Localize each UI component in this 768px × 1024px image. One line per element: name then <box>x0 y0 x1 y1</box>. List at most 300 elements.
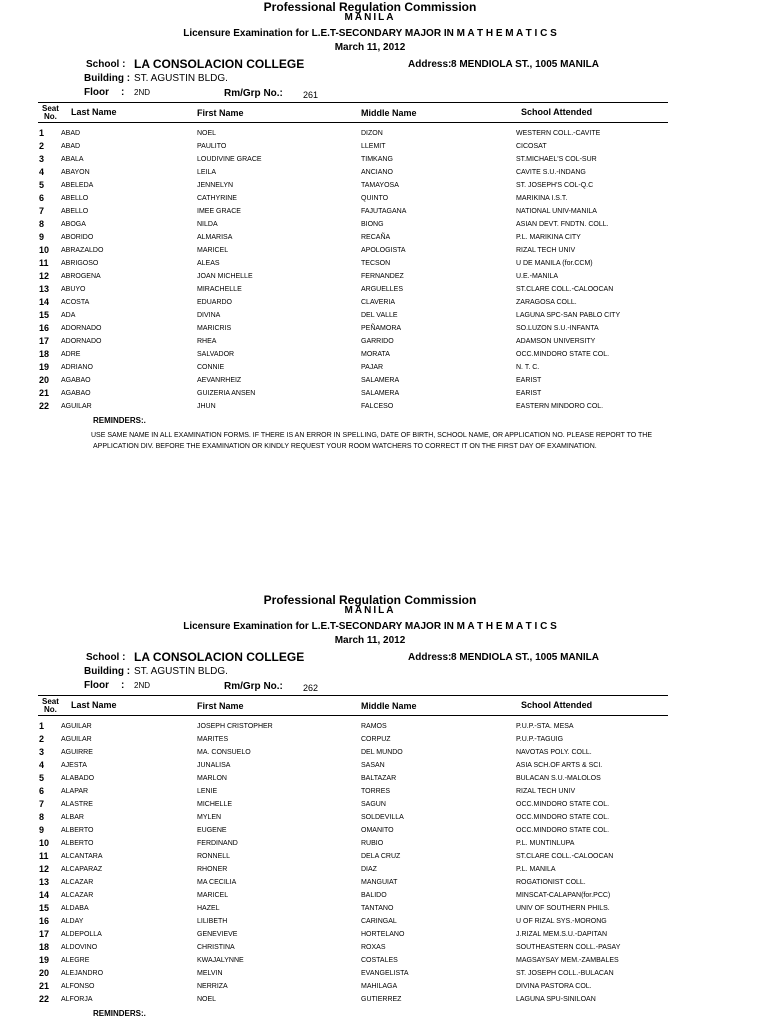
seat-number: 8 <box>39 219 45 229</box>
table-row <box>0 905 768 918</box>
room-label: Rm/Grp No.: <box>224 88 283 99</box>
school-attended-cell: LAGUNA SPU-SINILOAN <box>516 996 596 1003</box>
middle-name-cell: DEL MUNDO <box>361 749 403 756</box>
school-label: School : <box>86 652 126 663</box>
table-row <box>0 234 768 247</box>
seat-number: 20 <box>39 968 50 978</box>
middle-name-cell: TANTANO <box>361 905 394 912</box>
school-attended-cell: U.E.-MANILA <box>516 273 559 280</box>
school-attended-cell: J.RIZAL MEM.S.U.-DAPITAN <box>516 931 608 938</box>
school-attended-cell: OCC.MINDORO STATE COL. <box>516 827 610 834</box>
header-rule-bottom <box>38 715 668 716</box>
middle-name-cell: COSTALES <box>361 957 398 964</box>
last-name-cell: ABELEDA <box>61 182 94 189</box>
first-name-cell: MICHELLE <box>197 801 233 808</box>
school-attended-cell: NATIONAL UNIV-MANILA <box>516 208 597 215</box>
middle-name-cell: SAGUN <box>361 801 386 808</box>
middle-name-cell: LLEMIT <box>361 143 386 150</box>
reminders-label: REMINDERS:. <box>93 1009 146 1018</box>
table-row <box>0 221 768 234</box>
col-first-name: First Name <box>197 701 244 711</box>
table-row <box>0 195 768 208</box>
first-name-cell: CATHYRINE <box>197 195 237 202</box>
floor-value: 2ND <box>134 88 151 97</box>
middle-name-cell: TORRES <box>361 788 391 795</box>
seat-number: 13 <box>39 284 50 294</box>
table-row <box>0 260 768 273</box>
last-name-cell: AGABAO <box>61 390 91 397</box>
seat-number: 21 <box>39 981 50 991</box>
first-name-cell: DIVINA <box>197 312 221 319</box>
table-row <box>0 156 768 169</box>
col-seat: Seat <box>42 104 59 113</box>
first-name-cell: SALVADOR <box>197 351 235 358</box>
school-name: LA CONSOLACION COLLEGE <box>134 650 305 664</box>
school-attended-cell: ST.CLARE COLL.-CALOOCAN <box>516 286 614 293</box>
last-name-cell: ALEJANDRO <box>61 970 104 977</box>
last-name-cell: ALFONSO <box>61 983 95 990</box>
table-row <box>0 247 768 260</box>
school-attended-cell: U DE MANILA (for.CCM) <box>516 260 593 267</box>
last-name-cell: ALBAR <box>61 814 84 821</box>
floor-colon: : <box>121 680 125 691</box>
table-row <box>0 130 768 143</box>
reminders-line-2: APPLICATION DIV. BEFORE THE EXAMINATION OR KINDLY REQUEST YOUR ROOM WATCHERS TO CORRECT IT ON THE FIRST DAY OF EXAMINATION. <box>93 443 597 450</box>
first-name-cell: MARICEL <box>197 892 229 899</box>
first-name-cell: KWAJALYNNE <box>197 957 244 964</box>
last-name-cell: ALBERTO <box>61 840 94 847</box>
school-attended-cell: EARIST <box>516 390 542 397</box>
last-name-cell: ABAYON <box>61 169 90 176</box>
table-row <box>0 736 768 749</box>
last-name-cell: AGUILAR <box>61 736 92 743</box>
last-name-cell: ABAD <box>61 143 81 150</box>
first-name-cell: CONNIE <box>197 364 225 371</box>
table-row <box>0 840 768 853</box>
first-name-cell: GUIZERIA ANSEN <box>197 390 256 397</box>
floor-label: Floor <box>84 680 109 691</box>
first-name-cell: EUGENE <box>197 827 227 834</box>
first-name-cell: NILDA <box>197 221 218 228</box>
first-name-cell: HAZEL <box>197 905 220 912</box>
middle-name-cell: QUINTO <box>361 195 389 202</box>
reminders-line-1: USE SAME NAME IN ALL EXAMINATION FORMS. IF THERE IS AN ERROR IN SPELLING, DATE OF BIRTH, SCHOOL NAME, OR APPLICATION NO. PLEASE REPORT TO THE <box>91 432 653 439</box>
table-row <box>0 879 768 892</box>
address-value: 8 MENDIOLA ST., 1005 MANILA <box>451 59 599 70</box>
col-school-attended: School Attended <box>521 700 593 710</box>
school-attended-cell: ASIA SCH.OF ARTS & SCI. <box>516 762 603 769</box>
table-row <box>0 390 768 403</box>
floor-label: Floor <box>84 87 109 98</box>
middle-name-cell: TIMKANG <box>361 156 393 163</box>
room-value: 261 <box>303 90 319 100</box>
last-name-cell: ALCANTARA <box>61 853 103 860</box>
last-name-cell: AGUILAR <box>61 403 92 410</box>
exam-title: Licensure Examination for L.E.T-SECONDARY MAJOR IN M A T H E M A T I C S <box>183 28 557 39</box>
school-attended-cell: BULACAN S.U.-MALOLOS <box>516 775 601 782</box>
col-middle-name: Middle Name <box>361 108 417 118</box>
school-attended-cell: CICOSAT <box>516 143 547 150</box>
school-attended-cell: OCC.MINDORO STATE COL. <box>516 814 610 821</box>
seat-number: 2 <box>39 734 45 744</box>
seat-number: 3 <box>39 747 45 757</box>
school-attended-cell: ST.CLARE COLL.-CALOOCAN <box>516 853 614 860</box>
building-value: ST. AGUSTIN BLDG. <box>134 73 228 84</box>
last-name-cell: ALCAZAR <box>61 892 94 899</box>
col-first-name: First Name <box>197 108 244 118</box>
table-row <box>0 208 768 221</box>
middle-name-cell: EVANGELISTA <box>361 970 409 977</box>
seat-number: 17 <box>39 929 50 939</box>
school-label: School : <box>86 59 126 70</box>
last-name-cell: ALEGRE <box>61 957 90 964</box>
last-name-cell: AGUIRRE <box>61 749 93 756</box>
middle-name-cell: FALCESO <box>361 403 394 410</box>
seat-number: 9 <box>39 232 45 242</box>
last-name-cell: ALBERTO <box>61 827 94 834</box>
col-seat-no: No. <box>44 705 57 714</box>
seat-number: 12 <box>39 271 50 281</box>
header-rule-bottom <box>38 122 668 123</box>
last-name-cell: ABORIDO <box>61 234 94 241</box>
school-attended-cell: ST. JOSEPH'S COL-Q.C <box>516 182 594 189</box>
address-value: 8 MENDIOLA ST., 1005 MANILA <box>451 652 599 663</box>
middle-name-cell: PEÑAMORA <box>361 325 402 332</box>
middle-name-cell: BALTAZAR <box>361 775 397 782</box>
last-name-cell: ALASTRE <box>61 801 93 808</box>
first-name-cell: ALEAS <box>197 260 220 267</box>
middle-name-cell: BIONG <box>361 221 384 228</box>
last-name-cell: ABALA <box>61 156 84 163</box>
first-name-cell: GENEVIEVE <box>197 931 238 938</box>
table-row <box>0 312 768 325</box>
middle-name-cell: RUBIO <box>361 840 384 847</box>
middle-name-cell: MANGUIAT <box>361 879 398 886</box>
table-row <box>0 351 768 364</box>
building-value: ST. AGUSTIN BLDG. <box>134 666 228 677</box>
last-name-cell: ADORNADO <box>61 338 102 345</box>
exam-title: Licensure Examination for L.E.T-SECONDARY MAJOR IN M A T H E M A T I C S <box>183 621 557 632</box>
middle-name-cell: MORATA <box>361 351 390 358</box>
school-attended-cell: MAGSAYSAY MEM.-ZAMBALES <box>516 957 619 964</box>
seat-number: 15 <box>39 310 50 320</box>
seat-number: 6 <box>39 193 45 203</box>
seat-number: 6 <box>39 786 45 796</box>
first-name-cell: FERDINAND <box>197 840 238 847</box>
middle-name-cell: GARRIDO <box>361 338 394 345</box>
seat-number: 4 <box>39 167 45 177</box>
school-attended-cell: SO.LUZON S.U.-INFANTA <box>516 325 599 332</box>
seat-number: 17 <box>39 336 50 346</box>
first-name-cell: EDUARDO <box>197 299 233 306</box>
school-attended-cell: ZARAGOSA COLL. <box>516 299 577 306</box>
first-name-cell: JENNELYN <box>197 182 234 189</box>
table-row <box>0 801 768 814</box>
org-title: Professional Regulation Commission <box>263 593 477 607</box>
table-row <box>0 749 768 762</box>
seat-number: 10 <box>39 245 50 255</box>
table-row <box>0 364 768 377</box>
table-row <box>0 403 768 416</box>
school-attended-cell: ADAMSON UNIVERSITY <box>516 338 596 345</box>
table-row <box>0 325 768 338</box>
first-name-cell: IMEE GRACE <box>197 208 241 215</box>
table-row <box>0 723 768 736</box>
table-row <box>0 286 768 299</box>
school-attended-cell: UNIV OF SOUTHERN PHILS. <box>516 905 610 912</box>
table-row <box>0 182 768 195</box>
table-row <box>0 892 768 905</box>
table-row <box>0 143 768 156</box>
middle-name-cell: ROXAS <box>361 944 386 951</box>
school-attended-cell: OCC.MINDORO STATE COL. <box>516 351 610 358</box>
middle-name-cell: CARINGAL <box>361 918 397 925</box>
school-name: LA CONSOLACION COLLEGE <box>134 57 305 71</box>
seat-number: 13 <box>39 877 50 887</box>
seat-number: 4 <box>39 760 45 770</box>
school-attended-cell: MARIKINA I.S.T. <box>516 195 568 202</box>
floor-colon: : <box>121 87 125 98</box>
last-name-cell: ALCAZAR <box>61 879 94 886</box>
first-name-cell: ALMARISA <box>197 234 233 241</box>
seat-number: 3 <box>39 154 45 164</box>
building-label: Building : <box>84 73 131 84</box>
school-attended-cell: ST.MICHAEL'S COL-SUR <box>516 156 597 163</box>
table-row <box>0 853 768 866</box>
last-name-cell: ABROGENA <box>61 273 101 280</box>
seat-number: 22 <box>39 401 50 411</box>
seat-number: 14 <box>39 297 50 307</box>
school-attended-cell: OCC.MINDORO STATE COL. <box>516 801 610 808</box>
table-row <box>0 775 768 788</box>
middle-name-cell: RECAÑA <box>361 234 391 241</box>
room-value: 262 <box>303 683 319 693</box>
table-row <box>0 762 768 775</box>
middle-name-cell: SOLDEVILLA <box>361 814 404 821</box>
last-name-cell: ADA <box>61 312 76 319</box>
last-name-cell: ALFORJA <box>61 996 93 1003</box>
first-name-cell: LENIE <box>197 788 218 795</box>
school-attended-cell: EARIST <box>516 377 542 384</box>
first-name-cell: MARICRIS <box>197 325 232 332</box>
school-attended-cell: RIZAL TECH UNIV <box>516 247 576 254</box>
table-row <box>0 169 768 182</box>
seat-number: 19 <box>39 955 50 965</box>
school-attended-cell: RIZAL TECH UNIV <box>516 788 576 795</box>
seat-number: 18 <box>39 349 50 359</box>
first-name-cell: JHUN <box>197 403 216 410</box>
middle-name-cell: GUTIERREZ <box>361 996 402 1003</box>
middle-name-cell: SALAMERA <box>361 390 400 397</box>
school-attended-cell: ST. JOSEPH COLL.-BULACAN <box>516 970 614 977</box>
exam-date: March 11, 2012 <box>334 42 406 53</box>
school-attended-cell: U OF RIZAL SYS.-MORONG <box>516 918 607 925</box>
table-row <box>0 944 768 957</box>
seat-number: 19 <box>39 362 50 372</box>
middle-name-cell: DIZON <box>361 130 383 137</box>
last-name-cell: ALDOVINO <box>61 944 98 951</box>
first-name-cell: PAULITO <box>197 143 227 150</box>
header-rule-top <box>38 695 668 696</box>
school-attended-cell: CAVITE S.U.-INDANG <box>516 169 586 176</box>
table-row <box>0 788 768 801</box>
col-last-name: Last Name <box>71 107 117 117</box>
reminders-label: REMINDERS:. <box>93 416 146 425</box>
middle-name-cell: HORTELANO <box>361 931 405 938</box>
last-name-cell: ALDEPOLLA <box>61 931 102 938</box>
first-name-cell: NERRIZA <box>197 983 228 990</box>
city-title: MANILA <box>344 605 396 616</box>
middle-name-cell: TAMAYOSA <box>361 182 399 189</box>
first-name-cell: JUNALISA <box>197 762 231 769</box>
last-name-cell: ALDAY <box>61 918 84 925</box>
exam-date: March 11, 2012 <box>334 635 406 646</box>
last-name-cell: ABELLO <box>61 195 89 202</box>
address-label: Address: <box>408 652 452 663</box>
first-name-cell: JOAN MICHELLE <box>197 273 253 280</box>
middle-name-cell: SALAMERA <box>361 377 400 384</box>
last-name-cell: ALABADO <box>61 775 95 782</box>
seat-number: 22 <box>39 994 50 1004</box>
table-row <box>0 931 768 944</box>
first-name-cell: LILIBETH <box>197 918 228 925</box>
seat-number: 20 <box>39 375 50 385</box>
school-attended-cell: P.U.P.-STA. MESA <box>516 723 574 730</box>
middle-name-cell: DELA CRUZ <box>361 853 401 860</box>
first-name-cell: MYLEN <box>197 814 222 821</box>
building-label: Building : <box>84 666 131 677</box>
first-name-cell: AEVANRHEIZ <box>197 377 242 384</box>
floor-value: 2ND <box>134 681 151 690</box>
school-attended-cell: ASIAN DEVT. FNDTN. COLL. <box>516 221 609 228</box>
table-row <box>0 983 768 996</box>
seat-number: 1 <box>39 721 45 731</box>
last-name-cell: ALAPAR <box>61 788 89 795</box>
last-name-cell: AGABAO <box>61 377 91 384</box>
last-name-cell: ABELLO <box>61 208 89 215</box>
middle-name-cell: APOLOGISTA <box>361 247 406 254</box>
first-name-cell: MARLON <box>197 775 227 782</box>
last-name-cell: ADRIANO <box>61 364 93 371</box>
header-rule-top <box>38 102 668 103</box>
middle-name-cell: DIAZ <box>361 866 377 873</box>
school-attended-cell: P.L. MUNTINLUPA <box>516 840 575 847</box>
middle-name-cell: FERNANDEZ <box>361 273 404 280</box>
table-row <box>0 273 768 286</box>
table-row <box>0 299 768 312</box>
first-name-cell: MIRACHELLE <box>197 286 242 293</box>
first-name-cell: MA CECILIA <box>197 879 237 886</box>
city-title: MANILA <box>344 12 396 23</box>
middle-name-cell: CORPUZ <box>361 736 391 743</box>
table-row <box>0 996 768 1009</box>
address-label: Address: <box>408 59 452 70</box>
middle-name-cell: TECSON <box>361 260 391 267</box>
last-name-cell: ABRIGOSO <box>61 260 99 267</box>
table-row <box>0 814 768 827</box>
table-row <box>0 827 768 840</box>
middle-name-cell: FAJUTAGANA <box>361 208 407 215</box>
middle-name-cell: MAHILAGA <box>361 983 398 990</box>
school-attended-cell: P.U.P.-TAGUIG <box>516 736 564 743</box>
middle-name-cell: SASAN <box>361 762 385 769</box>
middle-name-cell: OMANITO <box>361 827 394 834</box>
last-name-cell: ACOSTA <box>61 299 90 306</box>
school-attended-cell: LAGUNA SPC-SAN PABLO CITY <box>516 312 621 319</box>
seat-number: 5 <box>39 773 45 783</box>
school-attended-cell: NAVOTAS POLY. COLL. <box>516 749 592 756</box>
first-name-cell: RONNELL <box>197 853 231 860</box>
seat-number: 16 <box>39 323 50 333</box>
last-name-cell: AJESTA <box>61 762 87 769</box>
last-name-cell: ADRE <box>61 351 81 358</box>
last-name-cell: ABOGA <box>61 221 86 228</box>
seat-number: 2 <box>39 141 45 151</box>
first-name-cell: JOSEPH CRISTOPHER <box>197 723 273 730</box>
first-name-cell: RHONER <box>197 866 228 873</box>
col-seat: Seat <box>42 697 59 706</box>
col-seat-no: No. <box>44 112 57 121</box>
seat-number: 21 <box>39 388 50 398</box>
seat-number: 9 <box>39 825 45 835</box>
middle-name-cell: PAJAR <box>361 364 384 371</box>
table-row <box>0 970 768 983</box>
school-attended-cell: ROGATIONIST COLL. <box>516 879 586 886</box>
seat-number: 7 <box>39 206 45 216</box>
col-last-name: Last Name <box>71 700 117 710</box>
first-name-cell: MELVIN <box>197 970 223 977</box>
table-row <box>0 338 768 351</box>
last-name-cell: ABAD <box>61 130 81 137</box>
school-attended-cell: EASTERN MINDORO COL. <box>516 403 604 410</box>
seat-number: 8 <box>39 812 45 822</box>
seat-number: 5 <box>39 180 45 190</box>
school-attended-cell: N. T. C. <box>516 364 540 371</box>
table-row <box>0 866 768 879</box>
first-name-cell: CHRISTINA <box>197 944 235 951</box>
first-name-cell: MARITES <box>197 736 229 743</box>
school-attended-cell: SOUTHEASTERN COLL.-PASAY <box>516 944 621 951</box>
middle-name-cell: DEL VALLE <box>361 312 398 319</box>
first-name-cell: NOEL <box>197 996 217 1003</box>
seat-number: 11 <box>39 258 49 268</box>
first-name-cell: LEILA <box>197 169 217 176</box>
first-name-cell: LOUDIVINE GRACE <box>197 156 262 163</box>
school-attended-cell: WESTERN COLL.-CAVITE <box>516 130 601 137</box>
seat-number: 10 <box>39 838 50 848</box>
seat-number: 18 <box>39 942 50 952</box>
seat-number: 1 <box>39 128 45 138</box>
school-attended-cell: MINSCAT-CALAPAN(for.PCC) <box>516 892 611 899</box>
room-label: Rm/Grp No.: <box>224 681 283 692</box>
middle-name-cell: ANCIANO <box>361 169 393 176</box>
school-attended-cell: P.L. MARIKINA CITY <box>516 234 581 241</box>
seat-number: 15 <box>39 903 50 913</box>
last-name-cell: ALDABA <box>61 905 89 912</box>
table-row <box>0 377 768 390</box>
middle-name-cell: BALIDO <box>361 892 387 899</box>
school-attended-cell: DIVINA PASTORA COL. <box>516 983 592 990</box>
first-name-cell: MARICEL <box>197 247 229 254</box>
middle-name-cell: ARGUELLES <box>361 286 404 293</box>
last-name-cell: ABRAZALDO <box>61 247 104 254</box>
last-name-cell: ALCAPARAZ <box>61 866 103 873</box>
last-name-cell: ABUYO <box>61 286 86 293</box>
seat-number: 12 <box>39 864 50 874</box>
seat-number: 11 <box>39 851 49 861</box>
school-attended-cell: P.L. MANILA <box>516 866 556 873</box>
table-row <box>0 957 768 970</box>
